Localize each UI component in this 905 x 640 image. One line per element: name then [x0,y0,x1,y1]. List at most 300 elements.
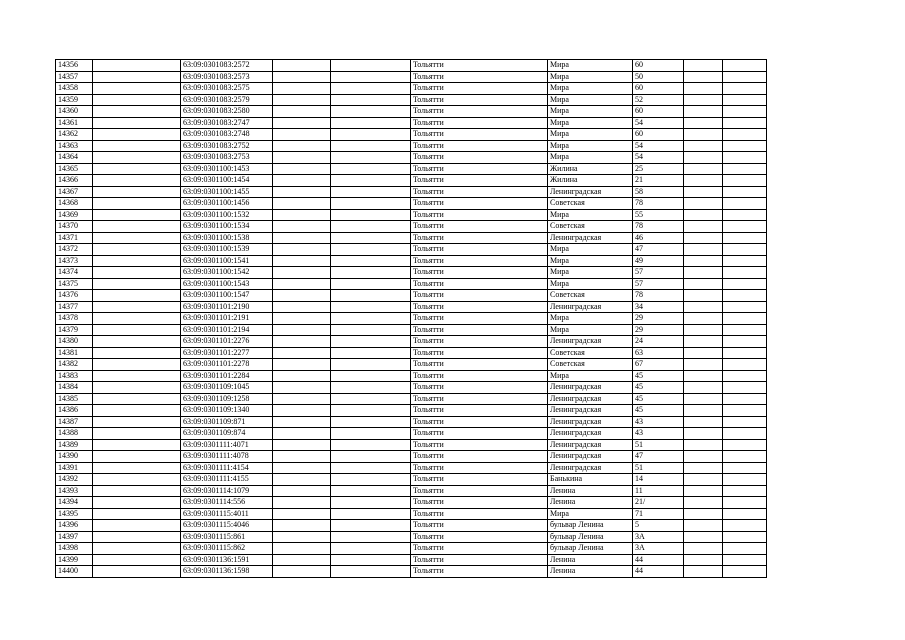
street-cell: Мира [548,140,633,152]
city-cell: Тольятти [411,497,548,509]
table-row [56,244,767,256]
empty-cell [684,543,723,555]
street-cell: Ленинградская [548,301,633,313]
empty-cell [273,497,331,509]
empty-cell [723,336,767,348]
table-row [56,267,767,279]
empty-cell [684,566,723,578]
empty-cell [723,347,767,359]
empty-cell [723,163,767,175]
street-cell: Мира [548,267,633,279]
table-row [56,140,767,152]
street-cell: Мира [548,83,633,95]
empty-cell [273,336,331,348]
empty-cell [723,278,767,290]
table-row [56,462,767,474]
empty-cell [684,290,723,302]
table-row [56,370,767,382]
empty-cell [684,474,723,486]
street-cell: Мира [548,324,633,336]
row-number-cell: 14395 [56,508,93,520]
row-number-cell: 14368 [56,198,93,210]
empty-cell [273,439,331,451]
house-number-cell: 60 [633,129,684,141]
empty-cell [723,186,767,198]
empty-cell [331,405,411,417]
street-cell: Мира [548,117,633,129]
cadastral-number-cell: 63:09:0301101:2277 [181,347,273,359]
empty-cell [723,267,767,279]
table-row [56,221,767,233]
house-number-cell: 25 [633,163,684,175]
empty-cell [684,163,723,175]
cadastral-number-cell: 63:09:0301101:2278 [181,359,273,371]
cadastral-number-cell: 63:09:0301100:1455 [181,186,273,198]
empty-cell [684,428,723,440]
row-number-cell: 14384 [56,382,93,394]
city-cell: Тольятти [411,232,548,244]
empty-cell [273,175,331,187]
house-number-cell: 51 [633,439,684,451]
table-row [56,71,767,83]
empty-cell [684,232,723,244]
empty-cell [723,451,767,463]
empty-cell [723,232,767,244]
house-number-cell: 45 [633,370,684,382]
row-number-cell: 14399 [56,554,93,566]
street-cell: Мира [548,94,633,106]
cadastral-number-cell: 63:09:0301101:2276 [181,336,273,348]
empty-cell [273,566,331,578]
empty-cell [331,451,411,463]
cadastral-number-cell: 63:09:0301083:2575 [181,83,273,95]
table-row [56,232,767,244]
empty-cell [273,129,331,141]
empty-cell [331,301,411,313]
street-cell: бульвар Ленина [548,531,633,543]
street-cell: Жилина [548,175,633,187]
empty-cell [273,347,331,359]
city-cell: Тольятти [411,347,548,359]
empty-cell [93,221,181,233]
empty-cell [331,370,411,382]
house-number-cell: 49 [633,255,684,267]
empty-cell [273,474,331,486]
empty-cell [684,554,723,566]
table-row [56,554,767,566]
empty-cell [684,278,723,290]
table-row [56,301,767,313]
street-cell: Советская [548,359,633,371]
cadastral-number-cell: 63:09:0301100:1541 [181,255,273,267]
cadastral-number-cell: 63:09:0301101:2194 [181,324,273,336]
street-cell: Ленинградская [548,393,633,405]
empty-cell [93,336,181,348]
empty-cell [93,163,181,175]
city-cell: Тольятти [411,439,548,451]
empty-cell [331,267,411,279]
empty-cell [93,255,181,267]
cadastral-number-cell: 63:09:0301115:862 [181,543,273,555]
city-cell: Тольятти [411,543,548,555]
empty-cell [684,186,723,198]
city-cell: Тольятти [411,163,548,175]
empty-cell [684,508,723,520]
street-cell: Мира [548,209,633,221]
city-cell: Тольятти [411,566,548,578]
street-cell: Мира [548,60,633,72]
empty-cell [331,359,411,371]
row-number-cell: 14358 [56,83,93,95]
house-number-cell: 45 [633,382,684,394]
empty-cell [331,428,411,440]
house-number-cell: 67 [633,359,684,371]
city-cell: Тольятти [411,129,548,141]
table-row [56,209,767,221]
table-row [56,497,767,509]
city-cell: Тольятти [411,428,548,440]
empty-cell [273,451,331,463]
empty-cell [331,60,411,72]
street-cell: Советская [548,347,633,359]
house-number-cell: 45 [633,393,684,405]
empty-cell [684,106,723,118]
empty-cell [273,278,331,290]
house-number-cell: 78 [633,198,684,210]
street-cell: Ленинградская [548,382,633,394]
empty-cell [723,209,767,221]
house-number-cell: 50 [633,71,684,83]
empty-cell [684,347,723,359]
empty-cell [273,382,331,394]
empty-cell [684,255,723,267]
empty-cell [93,416,181,428]
empty-cell [684,313,723,325]
empty-cell [723,244,767,256]
empty-cell [93,267,181,279]
house-number-cell: 57 [633,267,684,279]
street-cell: Жилина [548,163,633,175]
empty-cell [723,83,767,95]
empty-cell [331,129,411,141]
cadastral-number-cell: 63:09:0301100:1543 [181,278,273,290]
empty-cell [723,140,767,152]
empty-cell [331,474,411,486]
empty-cell [684,520,723,532]
city-cell: Тольятти [411,531,548,543]
cadastral-number-cell: 63:09:0301115:861 [181,531,273,543]
empty-cell [723,520,767,532]
cadastral-number-cell: 63:09:0301111:4071 [181,439,273,451]
empty-cell [684,117,723,129]
cadastral-number-cell: 63:09:0301083:2572 [181,60,273,72]
empty-cell [723,94,767,106]
city-cell: Тольятти [411,106,548,118]
table-row [56,382,767,394]
street-cell: Ленина [548,485,633,497]
empty-cell [93,175,181,187]
house-number-cell: 47 [633,451,684,463]
row-number-cell: 14385 [56,393,93,405]
row-number-cell: 14357 [56,71,93,83]
row-number-cell: 14374 [56,267,93,279]
street-cell: бульвар Ленина [548,520,633,532]
empty-cell [93,244,181,256]
cadastral-number-cell: 63:09:0301100:1532 [181,209,273,221]
empty-cell [684,301,723,313]
row-number-cell: 14392 [56,474,93,486]
row-number-cell: 14373 [56,255,93,267]
empty-cell [273,152,331,164]
city-cell: Тольятти [411,336,548,348]
table-row [56,324,767,336]
empty-cell [273,428,331,440]
empty-cell [93,313,181,325]
empty-cell [273,140,331,152]
street-cell: Ленина [548,566,633,578]
city-cell: Тольятти [411,416,548,428]
empty-cell [93,324,181,336]
table-row [56,106,767,118]
city-cell: Тольятти [411,554,548,566]
empty-cell [93,382,181,394]
street-cell: Мира [548,106,633,118]
row-number-cell: 14393 [56,485,93,497]
cadastral-number-cell: 63:09:0301109:871 [181,416,273,428]
empty-cell [331,439,411,451]
empty-cell [331,232,411,244]
empty-cell [93,508,181,520]
cadastral-number-cell: 63:09:0301083:2748 [181,129,273,141]
city-cell: Тольятти [411,405,548,417]
empty-cell [684,140,723,152]
empty-cell [684,531,723,543]
empty-cell [93,439,181,451]
city-cell: Тольятти [411,370,548,382]
table-row [56,474,767,486]
empty-cell [93,428,181,440]
row-number-cell: 14386 [56,405,93,417]
city-cell: Тольятти [411,278,548,290]
empty-cell [684,451,723,463]
street-cell: Советская [548,198,633,210]
cadastral-number-cell: 63:09:0301136:1598 [181,566,273,578]
empty-cell [684,462,723,474]
empty-cell [723,508,767,520]
empty-cell [93,462,181,474]
street-cell: Мира [548,255,633,267]
empty-cell [684,393,723,405]
empty-cell [723,324,767,336]
empty-cell [331,324,411,336]
empty-cell [273,290,331,302]
empty-cell [331,416,411,428]
house-number-cell: 63 [633,347,684,359]
empty-cell [723,543,767,555]
street-cell: Мира [548,313,633,325]
empty-cell [93,451,181,463]
empty-cell [723,106,767,118]
empty-cell [723,566,767,578]
city-cell: Тольятти [411,382,548,394]
cadastral-number-cell: 63:09:0301100:1534 [181,221,273,233]
empty-cell [273,313,331,325]
empty-cell [273,301,331,313]
city-cell: Тольятти [411,60,548,72]
property-table [55,59,767,578]
empty-cell [273,554,331,566]
row-number-cell: 14365 [56,163,93,175]
empty-cell [331,313,411,325]
empty-cell [684,359,723,371]
empty-cell [723,71,767,83]
house-number-cell: 52 [633,94,684,106]
empty-cell [723,393,767,405]
empty-cell [273,117,331,129]
table-row [56,290,767,302]
empty-cell [93,209,181,221]
table-row [56,508,767,520]
house-number-cell: 57 [633,278,684,290]
empty-cell [331,255,411,267]
empty-cell [331,497,411,509]
house-number-cell: 55 [633,209,684,221]
empty-cell [331,485,411,497]
empty-cell [331,290,411,302]
empty-cell [684,244,723,256]
house-number-cell: 44 [633,566,684,578]
row-number-cell: 14371 [56,232,93,244]
empty-cell [684,324,723,336]
table-row [56,347,767,359]
cadastral-number-cell: 63:09:0301101:2191 [181,313,273,325]
empty-cell [684,94,723,106]
cadastral-number-cell: 63:09:0301109:1258 [181,393,273,405]
table-row [56,83,767,95]
empty-cell [723,255,767,267]
row-number-cell: 14387 [56,416,93,428]
street-cell: Ленинградская [548,462,633,474]
row-number-cell: 14394 [56,497,93,509]
table-row [56,60,767,72]
empty-cell [684,175,723,187]
empty-cell [93,60,181,72]
city-cell: Тольятти [411,267,548,279]
house-number-cell: 60 [633,83,684,95]
cadastral-number-cell: 63:09:0301100:1542 [181,267,273,279]
row-number-cell: 14376 [56,290,93,302]
empty-cell [273,209,331,221]
table-row [56,359,767,371]
empty-cell [273,462,331,474]
house-number-cell: 21 [633,175,684,187]
empty-cell [93,232,181,244]
empty-cell [273,485,331,497]
empty-cell [273,255,331,267]
street-cell: Советская [548,290,633,302]
empty-cell [723,370,767,382]
cadastral-number-cell: 63:09:0301109:1340 [181,405,273,417]
empty-cell [331,175,411,187]
house-number-cell: 45 [633,405,684,417]
table-row [56,485,767,497]
table-row [56,428,767,440]
empty-cell [723,129,767,141]
table-row [56,405,767,417]
city-cell: Тольятти [411,393,548,405]
table-row [56,520,767,532]
empty-cell [93,543,181,555]
table-row [56,278,767,290]
empty-cell [93,278,181,290]
row-number-cell: 14363 [56,140,93,152]
empty-cell [684,198,723,210]
street-cell: Банькина [548,474,633,486]
row-number-cell: 14390 [56,451,93,463]
house-number-cell: 54 [633,117,684,129]
empty-cell [273,520,331,532]
empty-cell [273,244,331,256]
empty-cell [331,186,411,198]
city-cell: Тольятти [411,186,548,198]
city-cell: Тольятти [411,485,548,497]
street-cell: Мира [548,129,633,141]
cadastral-number-cell: 63:09:0301114:556 [181,497,273,509]
empty-cell [331,152,411,164]
empty-cell [723,405,767,417]
empty-cell [723,416,767,428]
row-number-cell: 14367 [56,186,93,198]
cadastral-number-cell: 63:09:0301083:2580 [181,106,273,118]
empty-cell [331,554,411,566]
empty-cell [331,209,411,221]
empty-cell [93,554,181,566]
empty-cell [93,301,181,313]
cadastral-number-cell: 63:09:0301111:4154 [181,462,273,474]
empty-cell [273,370,331,382]
cadastral-number-cell: 63:09:0301109:874 [181,428,273,440]
city-cell: Тольятти [411,462,548,474]
cadastral-number-cell: 63:09:0301100:1547 [181,290,273,302]
row-number-cell: 14397 [56,531,93,543]
house-number-cell: 60 [633,106,684,118]
row-number-cell: 14364 [56,152,93,164]
house-number-cell: 24 [633,336,684,348]
cadastral-number-cell: 63:09:0301109:1045 [181,382,273,394]
empty-cell [684,497,723,509]
empty-cell [273,83,331,95]
empty-cell [331,382,411,394]
table-row [56,451,767,463]
empty-cell [723,382,767,394]
city-cell: Тольятти [411,359,548,371]
empty-cell [93,370,181,382]
empty-cell [684,221,723,233]
empty-cell [93,94,181,106]
cadastral-number-cell: 63:09:0301136:1591 [181,554,273,566]
street-cell: Советская [548,221,633,233]
cadastral-number-cell: 63:09:0301083:2573 [181,71,273,83]
empty-cell [684,83,723,95]
cadastral-number-cell: 63:09:0301100:1453 [181,163,273,175]
cadastral-number-cell: 63:09:0301115:4046 [181,520,273,532]
house-number-cell: 47 [633,244,684,256]
empty-cell [723,117,767,129]
empty-cell [684,405,723,417]
empty-cell [331,278,411,290]
street-cell: бульвар Ленина [548,543,633,555]
table-row [56,175,767,187]
